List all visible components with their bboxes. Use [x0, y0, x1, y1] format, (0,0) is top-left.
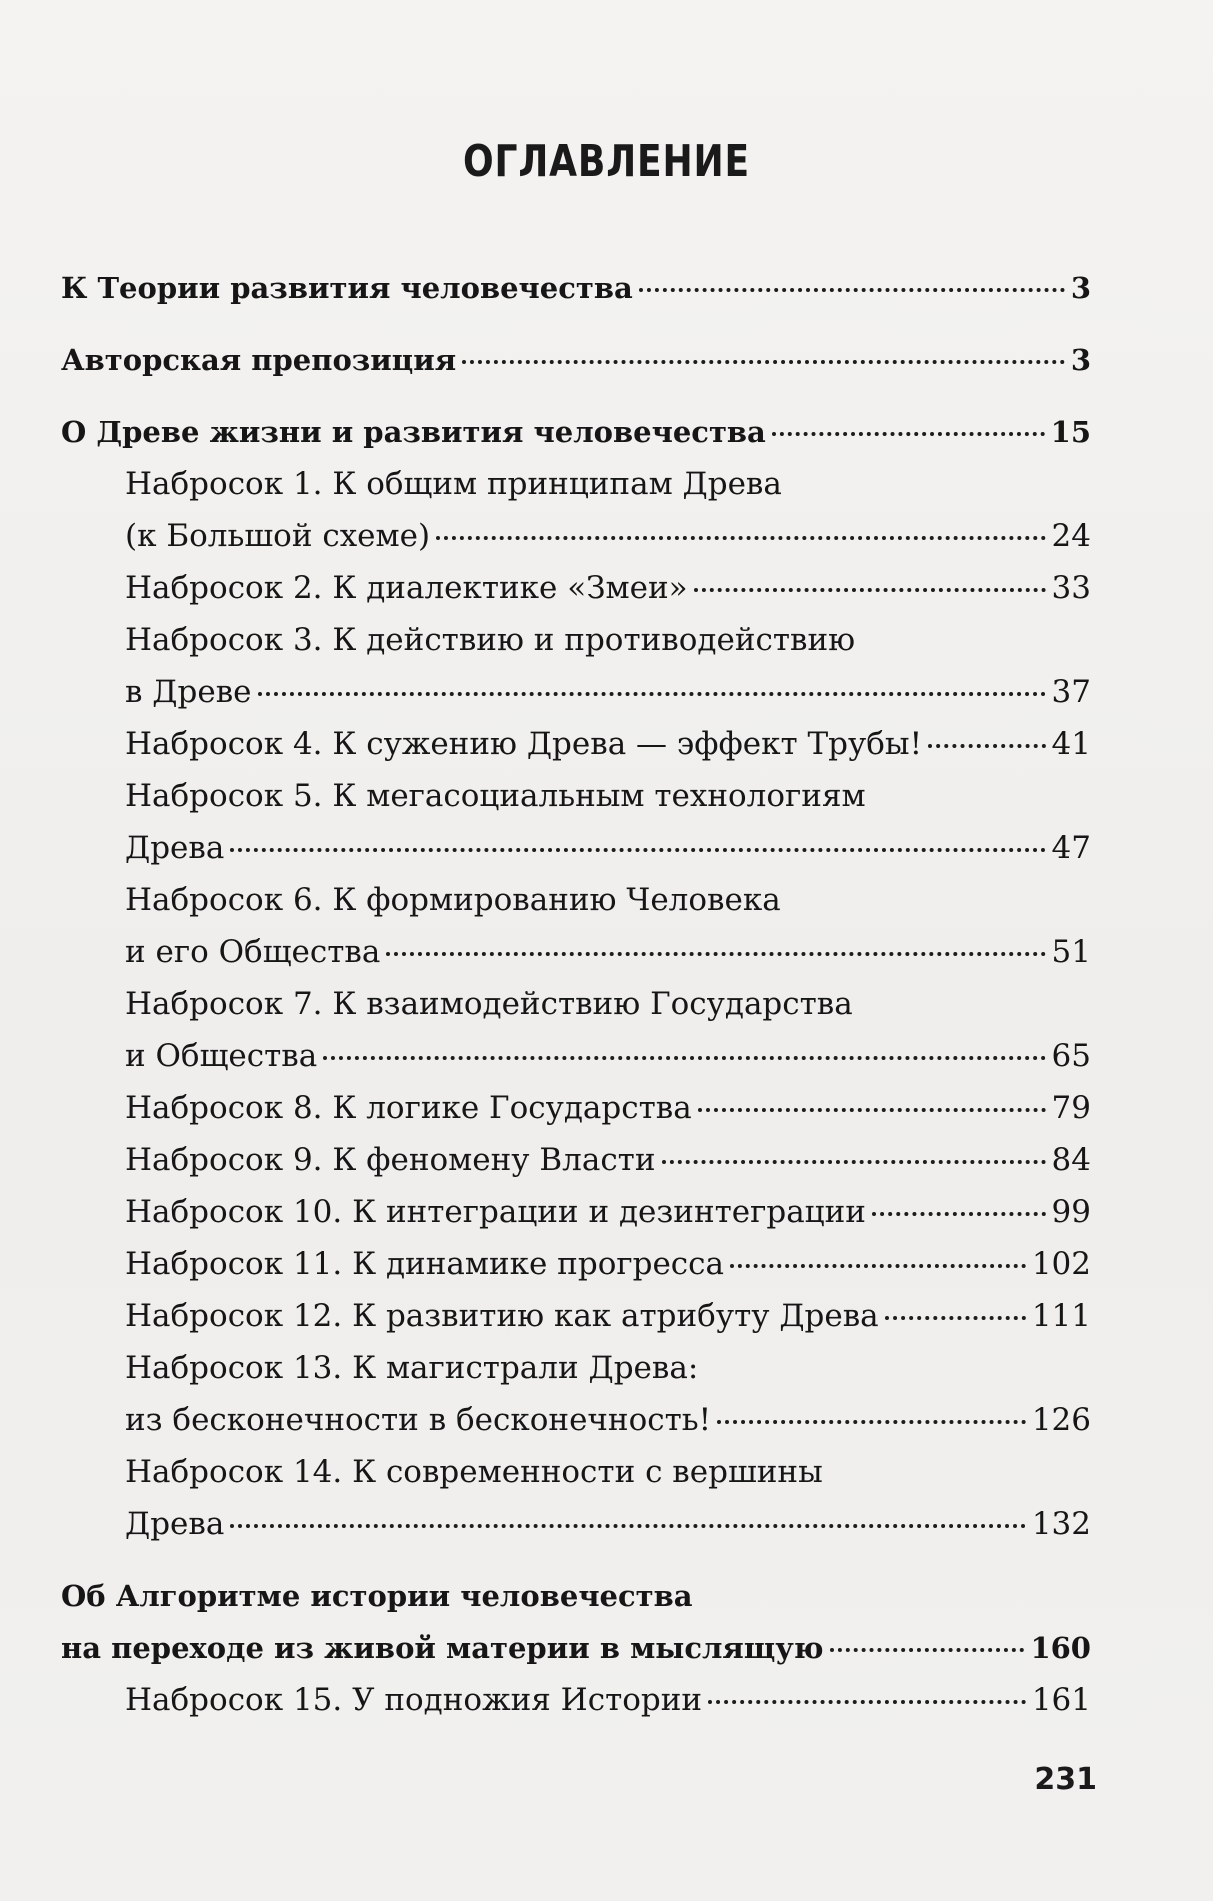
toc-entry-page: 47 — [1051, 830, 1091, 866]
dot-leader — [662, 1160, 1046, 1164]
dot-leader — [830, 1648, 1025, 1652]
toc-entry-page: 84 — [1051, 1142, 1091, 1178]
toc-entry-title-line: Набросок 6. К формированию Человека — [125, 882, 781, 918]
toc-entry-page: 24 — [1051, 518, 1091, 554]
toc-entry-title: из бесконечности в бесконечность! — [125, 1402, 712, 1438]
toc-entry-page: 41 — [1051, 726, 1091, 762]
toc-entry-title-line: Набросок 1. К общим принципам Древа — [125, 466, 782, 502]
toc-entry-page: 15 — [1050, 415, 1091, 449]
toc-entry — [125, 1238, 1091, 1290]
toc-entry — [125, 562, 1091, 614]
dot-leader — [436, 536, 1045, 540]
toc-entry — [125, 458, 1091, 562]
toc-entry — [125, 770, 1091, 874]
dot-leader — [386, 952, 1045, 956]
toc-entry-page: 79 — [1051, 1090, 1091, 1126]
toc-entry-title: Набросок 11. К динамике прогресса — [125, 1246, 724, 1282]
toc-entry — [125, 718, 1091, 770]
toc-entry-page: 3 — [1070, 343, 1091, 377]
toc-entry-title: и Общества — [125, 1038, 318, 1074]
dot-leader — [230, 848, 1045, 852]
toc-entry-page: 126 — [1031, 1402, 1091, 1438]
toc-entry-title: Набросок 10. К интеграции и дезинтеграции — [125, 1194, 866, 1230]
dot-leader — [323, 1056, 1045, 1060]
toc-entry-page: 37 — [1051, 674, 1091, 710]
toc-entry — [61, 406, 1091, 458]
dot-leader — [639, 288, 1065, 292]
toc-entry-title: Набросок 15. У подножия Истории — [125, 1682, 703, 1718]
toc-entry-page: 51 — [1051, 934, 1091, 970]
toc-entry-title: Набросок 8. К логике Государства — [125, 1090, 692, 1126]
dot-leader — [230, 1524, 1026, 1528]
toc-entry-title-line: Об Алгоритме истории человечества — [61, 1579, 693, 1613]
toc-entry — [125, 1134, 1091, 1186]
toc-entry — [125, 1674, 1091, 1726]
toc-entry — [125, 614, 1091, 718]
toc-entry-title-line: Набросок 7. К взаимодействию Государства — [125, 986, 853, 1022]
toc-entry-page: 65 — [1051, 1038, 1091, 1074]
toc-entry-title: на переходе из живой материи в мыслящую — [61, 1631, 824, 1665]
dot-leader — [698, 1108, 1046, 1112]
toc-entry-page: 102 — [1031, 1246, 1091, 1282]
toc-entry — [61, 1570, 1091, 1674]
toc-entry-title: (к Большой схеме) — [125, 518, 431, 554]
dot-leader — [872, 1212, 1046, 1216]
toc-entry-page: 99 — [1051, 1194, 1091, 1230]
toc-entry — [125, 1082, 1091, 1134]
dot-leader — [694, 588, 1046, 592]
toc-entry-title-line: Набросок 13. К магистрали Древа: — [125, 1350, 699, 1386]
toc-entry-page: 160 — [1030, 1631, 1091, 1665]
toc-entry-title: Набросок 12. К развитию как атрибуту Древа — [125, 1298, 879, 1334]
table-of-contents — [61, 262, 1091, 1726]
toc-entry-title: Древа — [125, 830, 225, 866]
toc-entry-page: 33 — [1051, 570, 1091, 606]
toc-entry-title: в Древе — [125, 674, 252, 710]
toc-entry-title: Древа — [125, 1506, 225, 1542]
toc-entry-page: 3 — [1070, 271, 1091, 305]
toc-entry — [125, 1186, 1091, 1238]
page-number: 231 — [1034, 1762, 1097, 1797]
toc-entry-title: Набросок 2. К диалектике «Змеи» — [125, 570, 688, 606]
toc-entry-title: К Теории развития человечества — [61, 271, 633, 305]
toc-entry — [61, 262, 1091, 314]
toc-entry-title: Авторская препозиция — [61, 343, 457, 377]
toc-entry-title-line: Набросок 5. К мегасоциальным технологиям — [125, 778, 866, 814]
toc-entry-page: 161 — [1031, 1682, 1091, 1718]
toc-entry — [125, 1446, 1091, 1550]
dot-leader — [772, 432, 1045, 436]
dot-leader — [928, 744, 1045, 748]
toc-entry-title: и его Общества — [125, 934, 381, 970]
dot-leader — [258, 692, 1046, 696]
toc-entry — [125, 978, 1091, 1082]
toc-entry-page: 132 — [1031, 1506, 1091, 1542]
dot-leader — [885, 1316, 1026, 1320]
toc-entry — [125, 1342, 1091, 1446]
dot-leader — [708, 1700, 1026, 1704]
dot-leader — [462, 360, 1065, 364]
toc-entry-title-line: Набросок 14. К современности с вершины — [125, 1454, 823, 1490]
toc-entry-page: 111 — [1031, 1298, 1091, 1334]
dot-leader — [730, 1264, 1026, 1268]
toc-entry-title: О Древе жизни и развития человечества — [61, 415, 766, 449]
toc-entry — [125, 1290, 1091, 1342]
toc-entry — [125, 874, 1091, 978]
dot-leader — [717, 1420, 1026, 1424]
toc-entry-title: Набросок 4. К сужению Древа — эффект Трубы! — [125, 726, 923, 762]
toc-entry-title-line: Набросок 3. К действию и противодействию — [125, 622, 856, 658]
toc-entry — [61, 334, 1091, 386]
toc-entry-title: Набросок 9. К феномену Власти — [125, 1142, 656, 1178]
page-title: ОГЛАВЛЕНИЕ — [463, 136, 750, 187]
